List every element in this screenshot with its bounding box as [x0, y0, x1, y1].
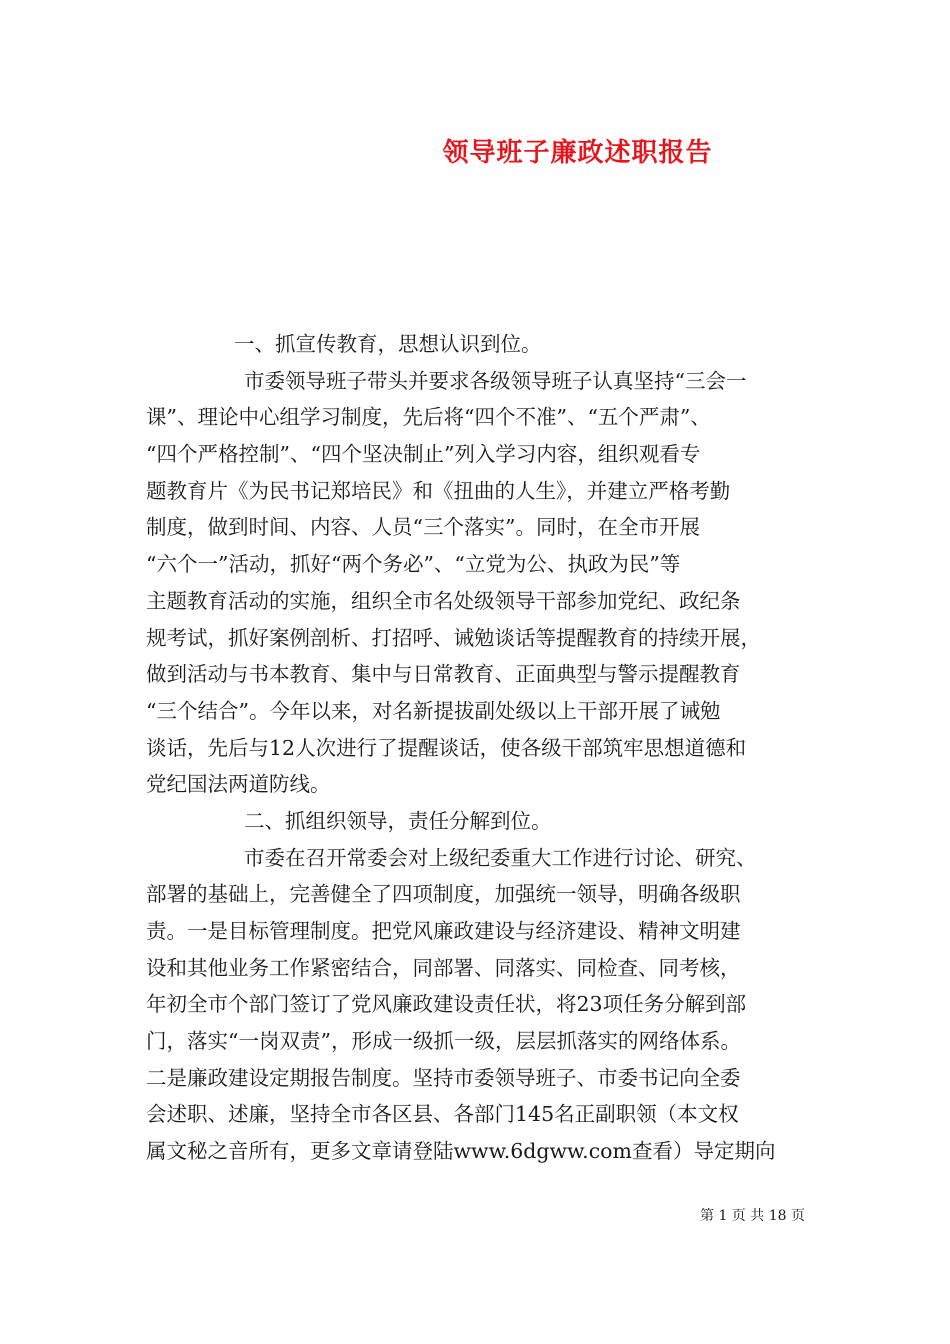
paragraph-line: 做到活动与书本教育、集中与日常教育、正面典型与警示提醒教育 — [146, 662, 741, 687]
paragraph-line: 课”、理论中心组学习制度，先后将“四个不准”、“五个严肃”、 — [146, 405, 711, 430]
paragraph-line: 年初全市个部门签订了党风廉政建设责任状，将23项任务分解到部 — [146, 992, 747, 1017]
paragraph-line: 属文秘之音所有，更多文章请登陆www.6dgww.com查看）导定期向 — [146, 1139, 776, 1164]
paragraph-line: 市委领导班子带头并要求各级领导班子认真坚持“三会一 — [244, 368, 747, 393]
paragraph-line: 责。一是目标管理制度。把党风廉政建设与经济建设、精神文明建 — [146, 919, 741, 943]
section-heading: 一、抓宣传教育，思想认识到位。 — [234, 332, 542, 356]
paragraph-line: 设和其他业务工作紧密结合，同部署、同落实、同检查、同考核， — [146, 955, 741, 980]
section-heading: 二、抓组织领导，责任分解到位。 — [244, 808, 552, 833]
paragraph-line: 谈话，先后与12人次进行了提醒谈话，使各级干部筑牢思想道德和 — [146, 735, 747, 760]
paragraph-line: 规考试，抓好案例剖析、打招呼、诫勉谈话等提醒教育的持续开展， — [146, 625, 761, 650]
document-body — [146, 326, 814, 1170]
paragraph-line: 主题教育活动的实施，组织全市名处级领导干部参加党纪、政纪条 — [146, 588, 741, 613]
document-title: 领导班子廉政述职报告 — [442, 138, 713, 168]
paragraph-line: “四个严格控制”、“四个坚决制止”列入学习内容，组织观看专 — [146, 442, 701, 467]
paragraph-line: 题教育片《为民书记郑培民》和《扭曲的人生》，并建立严格考勤 — [146, 478, 731, 503]
paragraph-line: 门，落实“一岗双责”，形成一级抓一级，层层抓落实的网络体系。 — [146, 1029, 741, 1054]
paragraph-line: 制度，做到时间、内容、人员“三个落实”。同时，在全市开展 — [146, 515, 700, 540]
paragraph-line: 党纪国法两道防线。 — [146, 772, 331, 797]
paragraph-line: 市委在召开常委会对上级纪委重大工作进行讨论、研究、 — [244, 845, 757, 870]
paragraph-line: 部署的基础上，完善健全了四项制度，加强统一领导，明确各级职 — [146, 882, 741, 907]
paragraph-line: “三个结合”。今年以来，对名新提拔副处级以上干部开展了诫勉 — [146, 698, 721, 723]
paragraph-line: “六个一”活动，抓好“两个务必”、“立党为公、执政为民”等 — [146, 552, 681, 577]
paragraph-line: 会述职、述廉，坚持全市各区县、各部门145名正副职领（本文权 — [146, 1102, 739, 1127]
page-number: 第 1 页 共 18 页 — [700, 1208, 805, 1224]
paragraph-line: 二是廉政建设定期报告制度。坚持市委领导班子、市委书记向全委 — [146, 1065, 741, 1090]
